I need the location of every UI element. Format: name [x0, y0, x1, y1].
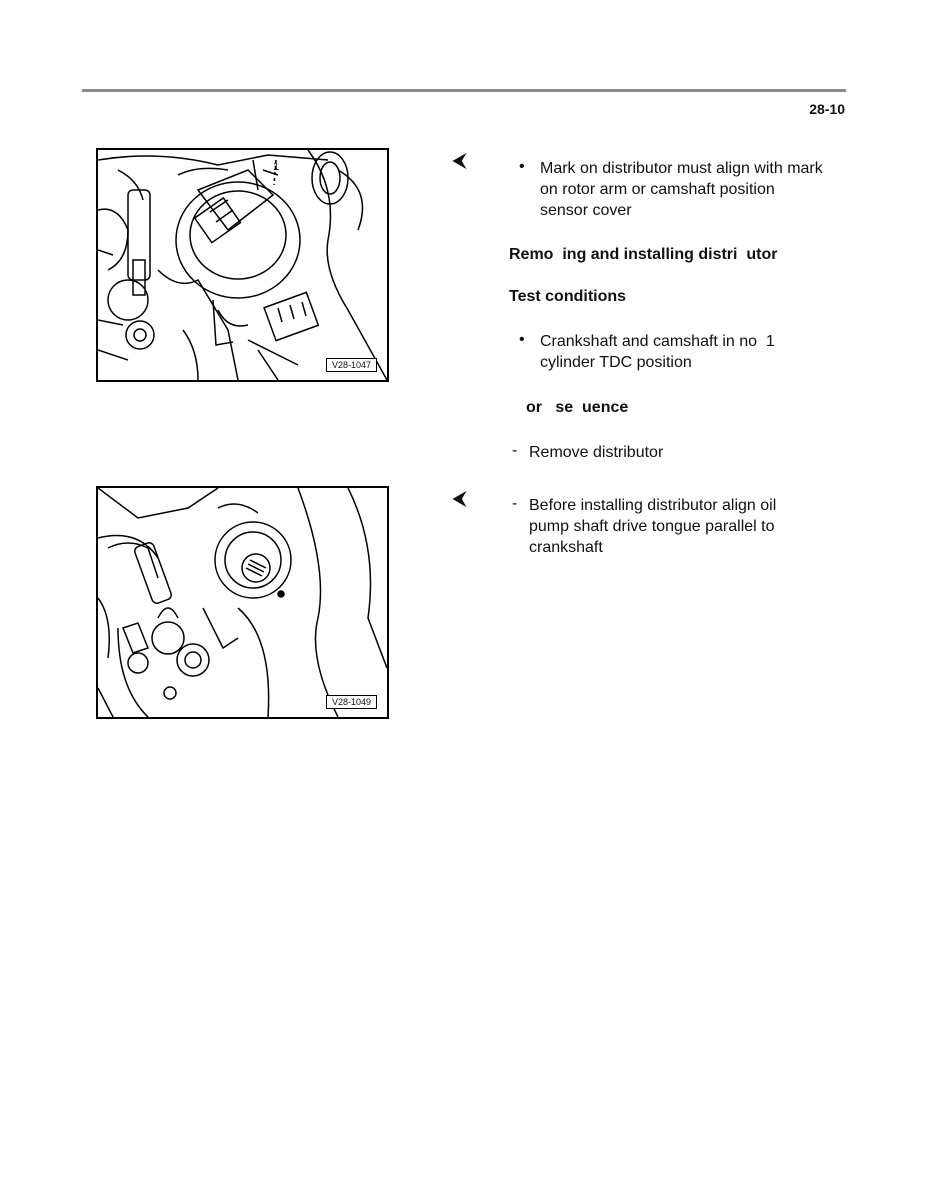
page-number: 28-10 [809, 101, 845, 117]
figure-label: V28-1047 [326, 358, 377, 372]
figure-callout-1: 1 [273, 161, 280, 173]
step-remove-distributor: Remove distributor [529, 444, 664, 461]
figure-label: V28-1049 [326, 695, 377, 709]
step-dash: - [512, 495, 518, 512]
heading-test-conditions: Test conditions [509, 288, 627, 305]
test-condition-item: Crankshaft and camshaft in no 1 cylinder TDC position [540, 333, 780, 371]
heading-removing-installing: Remo ing and installing distri utor [509, 246, 778, 263]
step-dash: - [512, 442, 518, 459]
bullet-glyph: • [519, 331, 525, 348]
step-install-distributor: Before installing distributor align oil pump shaft drive tongue parallel to crankshaft [529, 497, 777, 556]
bullet-glyph: • [519, 158, 525, 175]
figure-distributor-alignment [96, 148, 389, 382]
distributor-illustration [98, 150, 387, 380]
figure-pointer-arrow-icon: ⮜ [453, 150, 466, 170]
figure-pointer-arrow-icon: ⮜ [453, 488, 466, 508]
figure-oil-pump-drive [96, 486, 389, 719]
alignment-mark-note: Mark on distributor must align with mark on rotor arm or camshaft position sensor cover [540, 160, 823, 219]
header-rule [82, 89, 846, 92]
oil-pump-illustration [98, 488, 387, 717]
heading-work-sequence: or se uence [526, 399, 629, 416]
